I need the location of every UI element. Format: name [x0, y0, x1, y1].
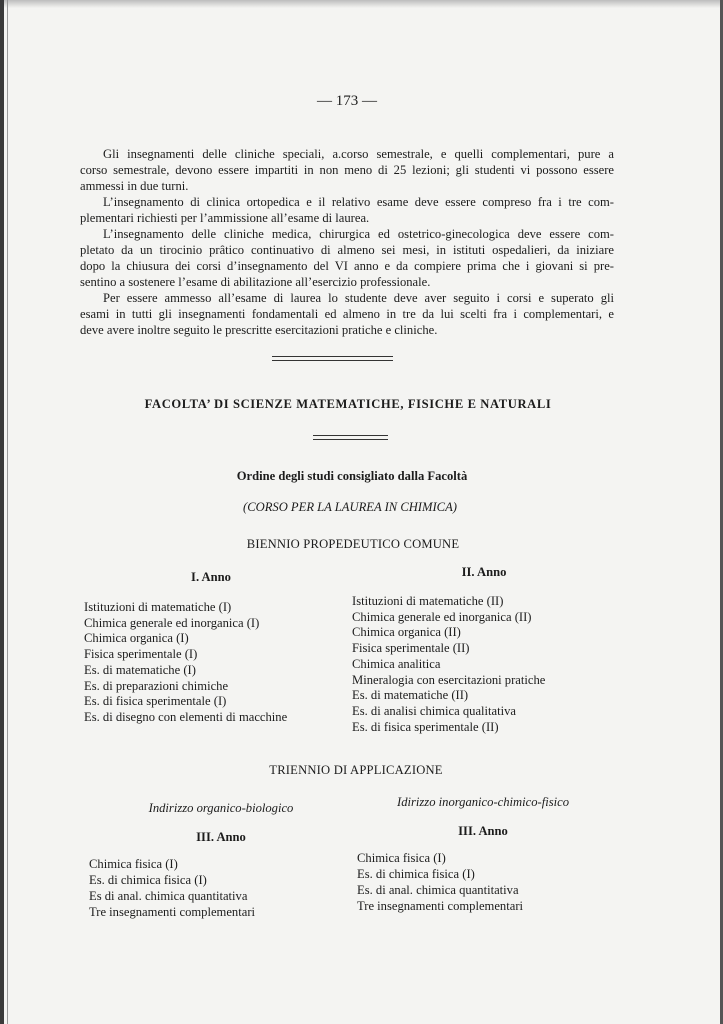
- text-line: pletato da un tirocinio prâtico continuativo di almeno sei mesi, in istituti ospedalieri, da iniziare: [80, 243, 614, 257]
- text-line: L’insegnamento di clinica ortopedica e il relativo esame deve essere compreso fra i tre com-: [103, 195, 614, 209]
- heading-divider: [313, 435, 388, 440]
- list-item: Es di anal. chimica quantitativa: [89, 889, 248, 903]
- list-item: Chimica fisica (I): [89, 857, 178, 871]
- list-item: Chimica organica (I): [84, 631, 189, 646]
- text-line: Gli insegnamenti delle cliniche speciali, a.corso semestrale, e quelli complementari, pure a: [103, 147, 614, 161]
- text-line: Per essere ammesso all’esame di laurea lo studente deve aver seguito i corsi e superato gli: [103, 291, 614, 305]
- list-item: Es. di chimica fisica (I): [357, 867, 475, 881]
- list-item: Es. di fisica sperimentale (II): [352, 719, 499, 734]
- text-line: sentino a sostenere l’esame di abilitazione all’esercizio professionale.: [80, 275, 431, 289]
- text-line: plementari richiesti per l’ammissione all’esame di laurea.: [80, 211, 370, 225]
- track-left-heading: Indirizzo organico-biologico: [148, 801, 294, 815]
- text-line: ammessi in due turni.: [80, 179, 189, 193]
- scan-top-edge: [0, 0, 723, 8]
- scan-left-edge-line: [7, 0, 8, 1024]
- year3-right-course-list: [357, 850, 523, 914]
- list-item: Es. di chimica fisica (I): [89, 873, 207, 887]
- body-text: [80, 146, 614, 338]
- list-item: Chimica analitica: [352, 656, 441, 671]
- course-heading: (CORSO PER LA LAUREA IN CHIMICA): [243, 500, 457, 514]
- section-divider: [272, 356, 393, 361]
- list-item: Es. di analisi chimica qualitativa: [352, 703, 517, 718]
- list-item: Tre insegnamenti complementari: [357, 899, 524, 913]
- list-item: Es. di disegno con elementi di macchine: [84, 709, 288, 724]
- year1-course-list: [84, 600, 287, 726]
- list-item: Fisica sperimentale (I): [84, 647, 198, 662]
- year2-heading: II. Anno: [461, 565, 507, 579]
- list-item: Es. di preparazioni chimiche: [84, 678, 229, 693]
- list-item: Es. di anal. chimica quantitativa: [357, 883, 519, 897]
- triennio-heading: TRIENNIO DI APPLICAZIONE: [269, 763, 443, 777]
- year1-heading: I. Anno: [191, 570, 231, 584]
- scan-left-edge: [0, 0, 4, 1024]
- page-number: — 173 —: [317, 93, 377, 109]
- year3-left-heading: III. Anno: [196, 830, 246, 844]
- text-line: deve avere inoltre seguito le prescritte esercitazioni pratiche e cliniche.: [80, 323, 438, 337]
- list-item: Es. di matematiche (II): [352, 688, 469, 703]
- text-line: esami in tutti gli insegnamenti fondamentali ed almeno in tre da lui scelti fra i complementari, e: [80, 307, 614, 321]
- faculty-heading: FACOLTA’ DI SCIENZE MATEMATICHE, FISICHE E NATURALI: [144, 397, 552, 411]
- track-right-heading: Idirizzo inorganico-chimico-fisico: [397, 795, 569, 809]
- list-item: Tre insegnamenti complementari: [89, 905, 256, 919]
- list-item: Es. di matematiche (I): [84, 662, 196, 677]
- list-item: Es. di fisica sperimentale (I): [84, 694, 227, 709]
- list-item: Chimica generale ed inorganica (II): [352, 609, 532, 624]
- year3-left-course-list: [89, 856, 255, 920]
- text-line: dopo la chiusura dei corsi d’insegnamento del VI anno e da compiere prima che i giovani si pre-: [80, 259, 614, 273]
- list-item: Chimica generale ed inorganica (I): [84, 615, 260, 630]
- list-item: Fisica sperimentale (II): [352, 641, 470, 656]
- biennio-heading: BIENNIO PROPEDEUTICO COMUNE: [246, 537, 460, 551]
- text-line: L’insegnamento delle cliniche medica, chirurgica ed ostetrico-ginecologica deve essere com-: [103, 227, 614, 241]
- year3-right-heading: III. Anno: [458, 824, 508, 838]
- year2-course-list: [352, 594, 545, 735]
- list-item: Istituzioni di matematiche (I): [84, 600, 232, 614]
- list-item: Mineralogia con esercitazioni pratiche: [352, 672, 546, 687]
- list-item: Chimica organica (II): [352, 625, 461, 640]
- order-heading: Ordine degli studi consigliato dalla Facoltà: [236, 469, 468, 483]
- list-item: Istituzioni di matematiche (II): [352, 594, 504, 608]
- list-item: Chimica fisica (I): [357, 851, 446, 865]
- text-line: corso semestrale, devono essere impartiti in non meno di 25 lezioni; gli studenti vi possono essere: [80, 163, 614, 177]
